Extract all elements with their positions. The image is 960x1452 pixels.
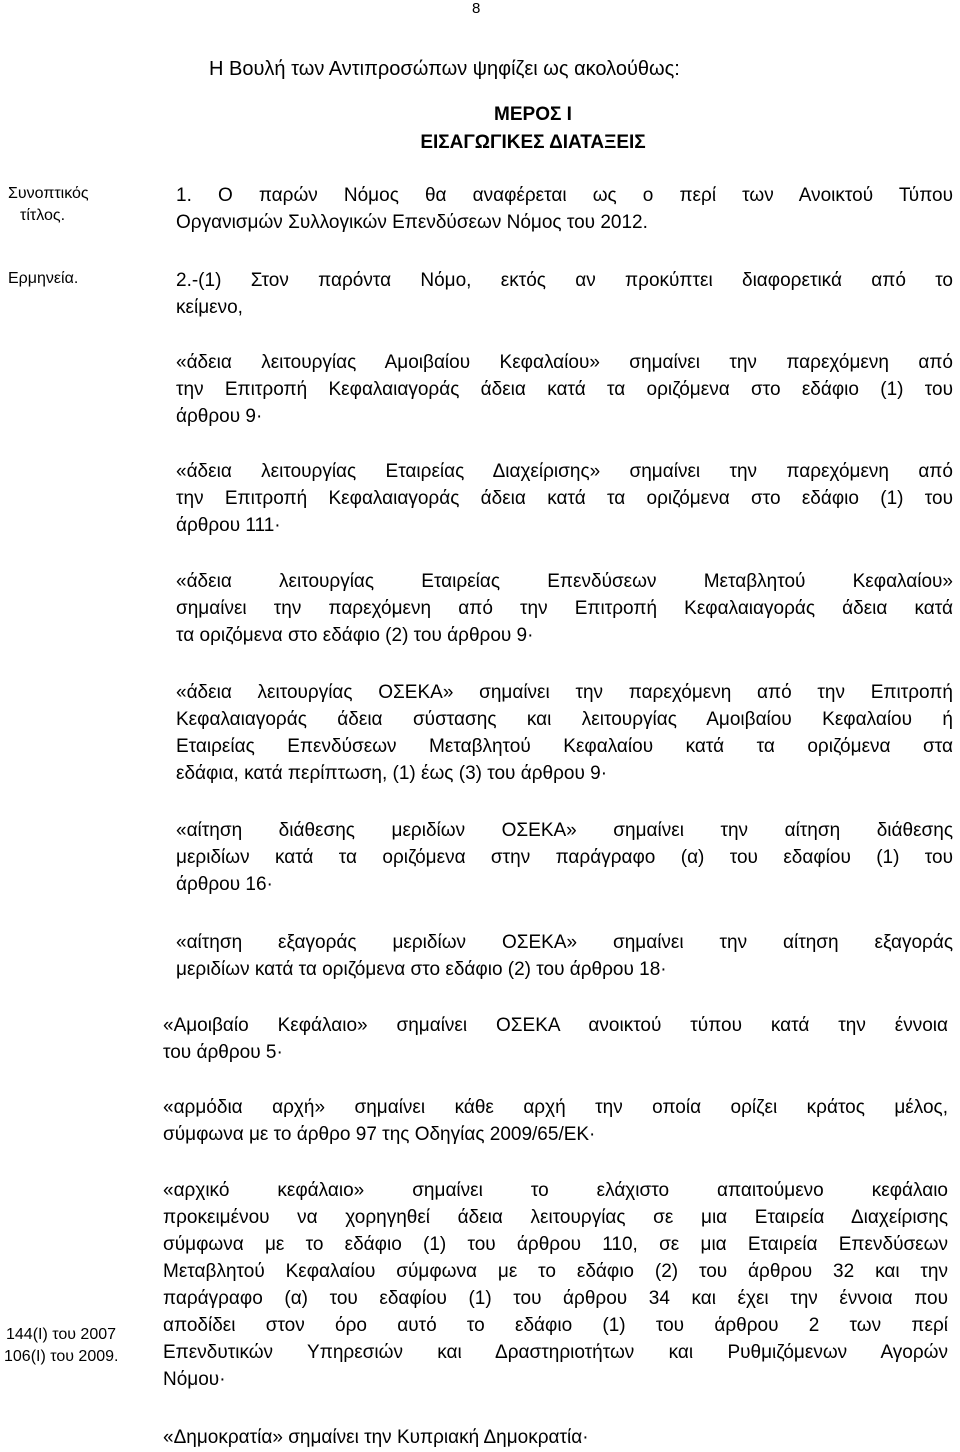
- text-line: κείμενο,: [176, 297, 243, 318]
- text-line: Κεφαλαιαγοράς άδεια σύστασης και λειτουργίας Αμοιβαίου Κεφαλαίου ή: [176, 709, 953, 730]
- text-line: τα οριζόμενα στο εδάφιο (2) του άρθρου 9·: [176, 625, 534, 646]
- text-line: του άρθρου 5·: [163, 1042, 283, 1063]
- text-line: παράγραφο (α) του εδαφίου (1) του άρθρου 34 και έχει την έννοια που: [163, 1288, 948, 1309]
- section-1: [176, 182, 953, 236]
- margin-note-references: [4, 1324, 118, 1368]
- text-line: άρθρου 9·: [176, 406, 263, 427]
- text-line: εδάφια, κατά περίπτωση, (1) έως (3) του άρθρου 9·: [176, 763, 608, 784]
- definition-paragraph: [163, 1424, 948, 1451]
- text-line: Επενδυτικών Υπηρεσιών και Δραστηριοτήτων και Ρυθμιζόμενων Αγορών: [163, 1342, 948, 1363]
- text-line: «άδεια λειτουργίας Αμοιβαίου Κεφαλαίου» σημαίνει την παρεχόμενη από: [176, 352, 953, 373]
- text-line: «αρμόδια αρχή» σημαίνει κάθε αρχή την οποία ορίζει κράτος μέλος,: [163, 1097, 948, 1118]
- text-line: «Αμοιβαίο Κεφάλαιο» σημαίνει ΟΣΕΚΑ ανοικτού τύπου κατά την έννοια: [163, 1015, 948, 1036]
- text-line: Εταιρείας Επενδύσεων Μεταβλητού Κεφαλαίου κατά τα οριζόμενα στα: [176, 736, 953, 757]
- section-2: [176, 267, 953, 321]
- text-line: μεριδίων κατά τα οριζόμενα στην παράγραφο (α) του εδαφίου (1) του: [176, 847, 953, 868]
- text-line: «άδεια λειτουργίας Εταιρείας Διαχείρισης» σημαίνει την παρεχόμενη από: [176, 461, 953, 482]
- part-heading: ΜΕΡΟΣ Ι: [494, 104, 572, 125]
- text-line: «άδεια λειτουργίας Εταιρείας Επενδύσεων Μεταβλητού Κεφαλαίου»: [176, 571, 953, 592]
- text-line: την Επιτροπή Κεφαλαιαγοράς άδεια κατά τα οριζόμενα στο εδάφιο (1) του: [176, 488, 953, 509]
- text-line: σύμφωνα με το εδάφιο (1) του άρθρου 110, σε μια Εταιρεία Επενδύσεων: [163, 1234, 948, 1255]
- definition-paragraph: [163, 1094, 948, 1148]
- text-line: προκειμένου να χορηγηθεί άδεια λειτουργίας σε μια Εταιρεία Διαχείρισης: [163, 1207, 948, 1228]
- page-number: 8: [472, 0, 481, 17]
- text-line: «αίτηση εξαγοράς μεριδίων ΟΣΕΚΑ» σημαίνει την αίτηση εξαγοράς: [176, 932, 953, 953]
- text-line: «αρχικό κεφάλαιο» σημαίνει το ελάχιστο απαιτούμενο κεφάλαιο: [163, 1180, 948, 1201]
- text-line: μεριδίων κατά τα οριζόμενα στο εδάφιο (2) του άρθρου 18·: [176, 959, 667, 980]
- definition-paragraph: [176, 817, 953, 898]
- margin-note-line: 144(I) του 2007: [6, 1326, 117, 1343]
- definition-paragraph: [176, 349, 953, 430]
- definition-paragraph: [176, 679, 953, 787]
- margin-note-interpretation: Ερμηνεία.: [8, 270, 79, 287]
- text-line: σημαίνει την παρεχόμενη από την Επιτροπή Κεφαλαιαγοράς άδεια κατά: [176, 598, 953, 619]
- part-subheading: ΕΙΣΑΓΩΓΙΚΕΣ ΔΙΑΤΑΞΕΙΣ: [420, 132, 646, 153]
- text-line: άρθρου 111·: [176, 515, 281, 536]
- margin-note-short-title: [8, 183, 89, 227]
- definition-paragraph: [176, 568, 953, 649]
- definition-paragraph: [176, 458, 953, 539]
- enacting-formula: Η Βουλή των Αντιπροσώπων ψηφίζει ως ακολούθως:: [209, 58, 680, 80]
- text-line: «άδεια λειτουργίας ΟΣΕΚΑ» σημαίνει την παρεχόμενη από την Επιτροπή: [176, 682, 953, 703]
- text-line: αποδίδει στον όρο αυτό το εδάφιο (1) του άρθρου 2 των περί: [163, 1315, 948, 1336]
- definition-paragraph: [163, 1177, 948, 1393]
- margin-note-line: Συνοπτικός: [8, 185, 89, 202]
- text-line: την Επιτροπή Κεφαλαιαγοράς άδεια κατά τα οριζόμενα στο εδάφιο (1) του: [176, 379, 953, 400]
- text-line: «Δημοκρατία» σημαίνει την Κυπριακή Δημοκρατία·: [163, 1427, 589, 1448]
- text-line: Νόμου·: [163, 1369, 226, 1390]
- text-line: 1. Ο παρών Νόμος θα αναφέρεται ως ο περί των Ανοικτού Τύπου: [176, 185, 953, 206]
- text-line: 2.-(1) Στον παρόντα Νόμο, εκτός αν προκύπτει διαφορετικά από το: [176, 270, 953, 291]
- text-line: Μεταβλητού Κεφαλαίου σύμφωνα με το εδάφιο (2) του άρθρου 32 και την: [163, 1261, 948, 1282]
- definition-paragraph: [176, 929, 953, 983]
- definition-paragraph: [163, 1012, 948, 1066]
- margin-note-line: τίτλος.: [20, 207, 66, 224]
- text-line: άρθρου 16·: [176, 874, 273, 895]
- text-line: σύμφωνα με το άρθρο 97 της Οδηγίας 2009/65/ΕΚ·: [163, 1124, 596, 1145]
- margin-note-line: 106(I) του 2009.: [4, 1348, 119, 1365]
- text-line: Οργανισμών Συλλογικών Επενδύσεων Νόμος του 2012.: [176, 212, 648, 233]
- text-line: «αίτηση διάθεσης μεριδίων ΟΣΕΚΑ» σημαίνει την αίτηση διάθεσης: [176, 820, 953, 841]
